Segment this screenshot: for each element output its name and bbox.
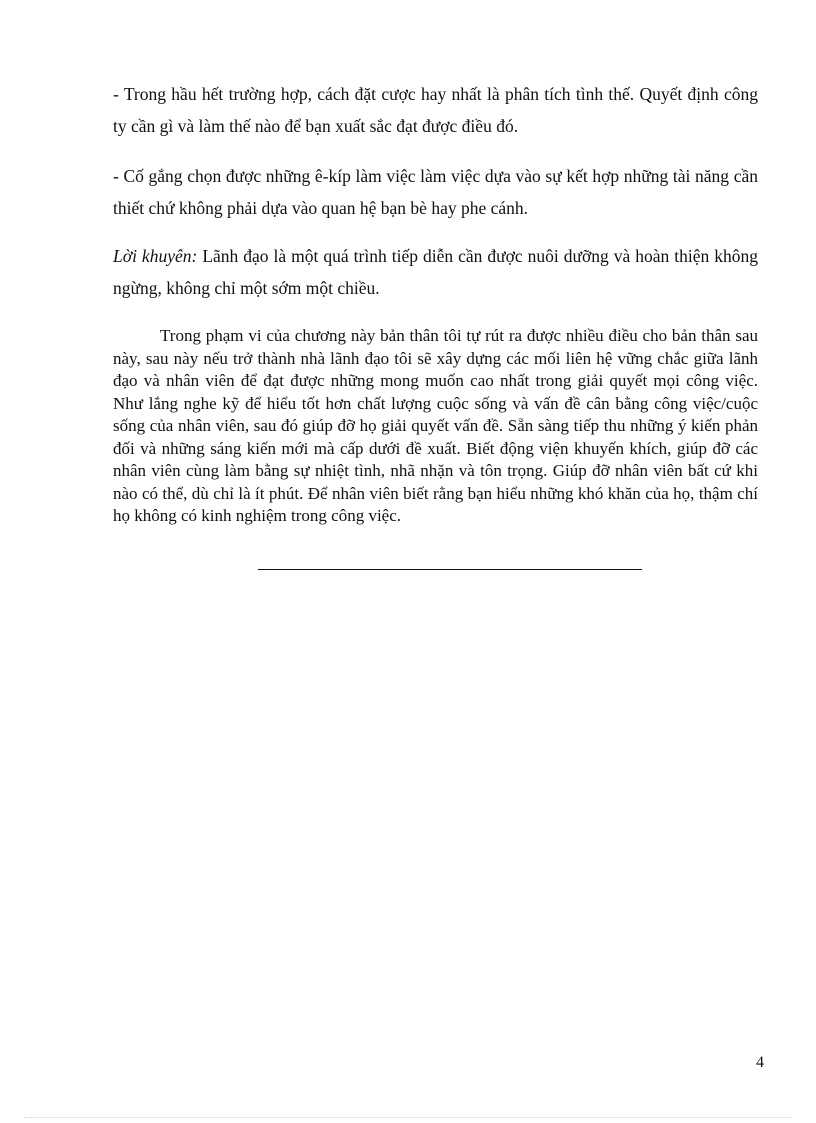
- bullet-paragraph-analysis: [113, 78, 758, 142]
- bullet-paragraph-team: [113, 160, 758, 224]
- advice-paragraph: [113, 240, 758, 304]
- conclusion-paragraph: Trong phạm vi của chương này bản thân tôi tự rút ra được nhiều điều cho bản thân sau này, sau này nếu trở thành nhà lãnh đạo tôi sẽ xây dựng các mối liên hệ vững chắc giữa lãnh đạo và nhân viên để đạt được những mong muốn cao nhất trong giải quyết mọi công việc. Như lắng nghe kỹ để hiểu tốt hơn chất lượng cuộc sống và vấn đề cân bằng công việc/cuộc sống của nhân viên, sau đó giúp đỡ họ giải quyết vấn đề. Sẵn sàng tiếp thu những ý kiến phản đối và những sáng kiến mới mà cấp dưới đề xuất. Biết động viện khuyến khích, giúp đỡ các nhân viên cùng làm bằng sự nhiệt tình, nhã nhặn và tôn trọng. Giúp đỡ nhân viên bất cứ khi nào có thể, dù chỉ là ít phút. Để nhân viên biết rằng bạn hiểu những khó khăn của họ, thậm chí họ không có kinh nghiệm trong công việc.: [113, 326, 758, 525]
- advice-text: Lãnh đạo là một quá trình tiếp diễn cần được nuôi dưỡng và hoàn thiện không ngừng, không chỉ một sớm một chiều.: [113, 246, 758, 298]
- page-number: 4: [756, 1054, 764, 1071]
- paragraph-text: - Trong hầu hết trường hợp, cách đặt cược hay nhất là phân tích tình thế. Quyết định công ty cần gì và làm thế nào để bạn xuất sắc đạt được điều đó.: [113, 84, 758, 136]
- page-bottom-border: [24, 1117, 792, 1118]
- advice-label: Lời khuyên:: [113, 246, 198, 266]
- section-divider: [258, 569, 642, 570]
- paragraph-text: - Cố gắng chọn được những ê-kíp làm việc làm việc dựa vào sự kết hợp những tài năng cần thiết chứ không phải dựa vào quan hệ bạn bè hay phe cánh.: [113, 166, 758, 218]
